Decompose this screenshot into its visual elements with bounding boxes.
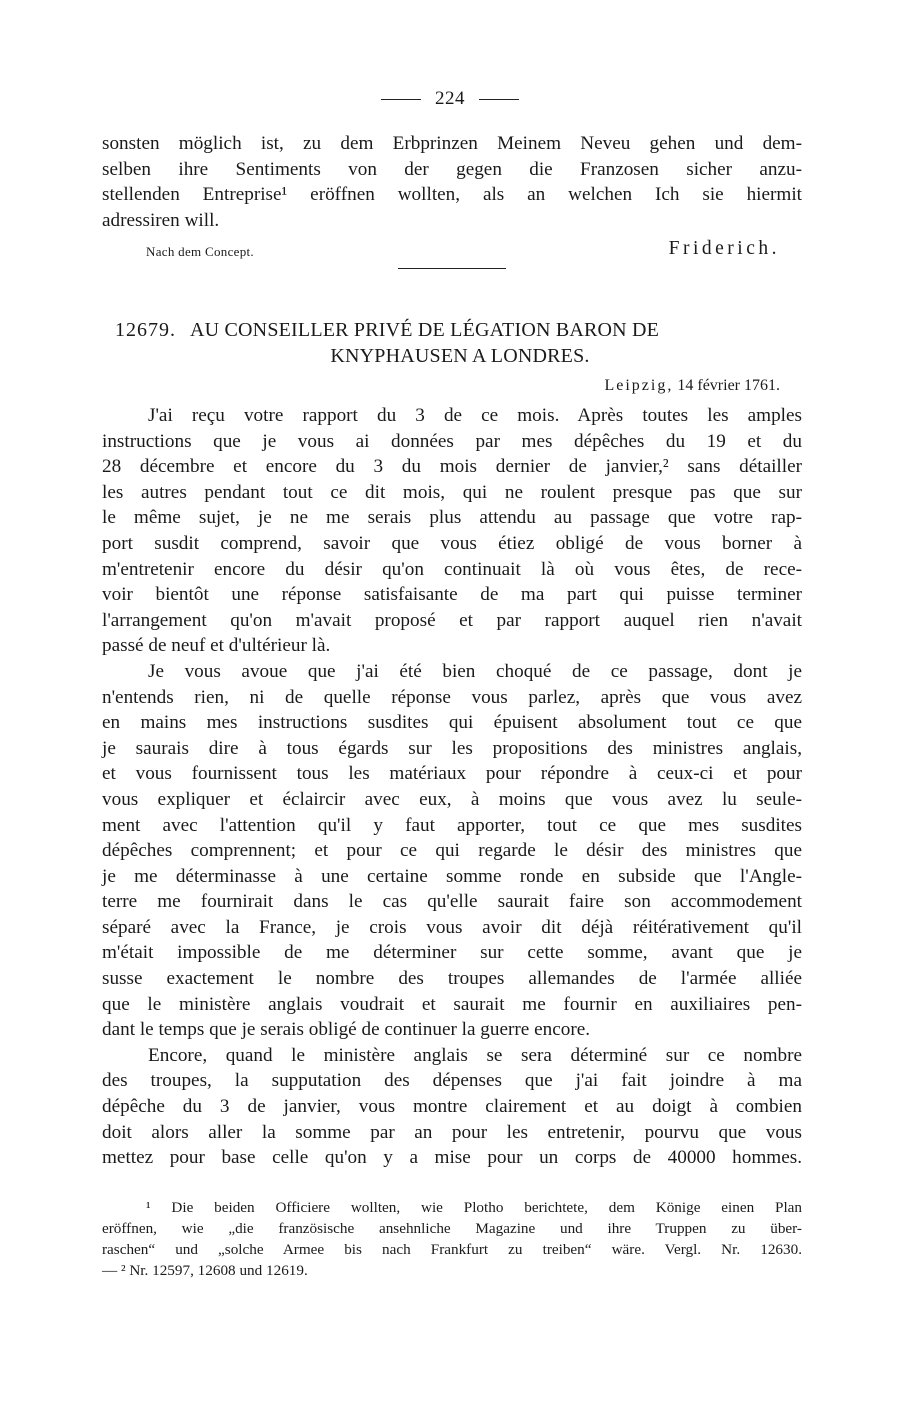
text-line: l'arrangement qu'on m'avait proposé et par rapport auquel rien n'avait xyxy=(102,609,802,631)
text-line: instructions que je vous ai données par mes dépêches du 19 et du xyxy=(102,430,802,452)
date: 14 février 1761. xyxy=(677,377,780,394)
closing-row xyxy=(146,238,780,266)
section-divider xyxy=(398,268,506,269)
date-place: Leipzig, xyxy=(604,377,674,394)
footnote-line: eröffnen, wie „die französische ansehnliche Magazine und ihre Truppen zu über- xyxy=(102,1220,802,1237)
text-line: Encore, quand le ministère anglais se sera déterminé sur ce nombre xyxy=(148,1044,802,1066)
text-line: m'entretenir encore du désir qu'on continuait là où vous êtes, de rece- xyxy=(102,558,802,580)
text-line: m'était impossible de me déterminer sur cette somme, avant que je xyxy=(102,942,802,964)
text-line: des troupes, la supputation des dépenses que j'ai fait joindre à ma xyxy=(102,1070,802,1092)
text-line: 28 décembre et encore du 3 du mois dernier de janvier,² sans détailler xyxy=(102,456,802,478)
text-line: les autres pendant tout ce dit mois, qui ne roulent presque pas que sur xyxy=(102,481,802,503)
text-line: stellenden Entreprise¹ eröffnen wollten, als an welchen Ich sie hiermit xyxy=(102,184,802,206)
text-line: n'entends rien, ni de quelle réponse vous parlez, après que vous avez xyxy=(102,686,802,708)
text-line: doit alors aller la somme par an pour les entretenir, pourvu que vous xyxy=(102,1121,802,1143)
letter-title-line-2: KNYPHAUSEN A LONDRES. xyxy=(330,345,590,367)
text-line: terre me fournirait dans le cas qu'elle saurait faire son accommodement xyxy=(102,891,802,913)
text-line: selben ihre Sentiments von der gegen die Franzosen sicher anzu- xyxy=(102,158,802,180)
text-line: et vous fournissent tous les matériaux pour répondre à ceux-ci et pour xyxy=(102,763,802,785)
text-line: J'ai reçu votre rapport du 3 de ce mois. Après toutes les amples xyxy=(148,405,802,426)
text-line: passé de neuf et d'ultérieur là. xyxy=(102,635,331,657)
heading-line-1 xyxy=(115,317,787,343)
footnote-line: raschen“ und „solche Armee bis nach Frankfurt zu treiben“ wäre. Vergl. Nr. 12630. xyxy=(102,1241,802,1258)
text-line: mettez pour base celle qu'on y a mise pour un corps de 40000 hommes. xyxy=(102,1147,802,1169)
text-line: sonsten möglich ist, zu dem Erbprinzen Meinem Neveu gehen und dem- xyxy=(102,133,802,154)
dateline xyxy=(604,377,780,395)
page-number: 224 xyxy=(435,88,465,109)
text-line: que le ministère anglais voudrait et saurait me fournir en auxiliaires pen- xyxy=(102,993,802,1015)
text-line: voir bientôt une réponse satisfaisante de ma part qui puisse terminer xyxy=(102,584,802,606)
source-note: Nach dem Concept. xyxy=(146,244,254,259)
footnote-line: — ² Nr. 12597, 12608 und 12619. xyxy=(102,1262,308,1279)
letter-heading xyxy=(115,317,787,369)
text-line: dépêches comprennent; et pour ce qui regarde le désir des ministres que xyxy=(102,840,802,862)
footnotes xyxy=(102,1197,802,1281)
letter-number: 12679. xyxy=(115,319,176,341)
paragraph xyxy=(102,659,802,1043)
text-line: susse exactement le nombre des troupes allemandes de l'armée alliée xyxy=(102,968,802,990)
footnote-line: ¹ Die beiden Officiere wollten, wie Plotho berichtete, dem Könige einen Plan xyxy=(146,1199,802,1216)
text-line: je saurais dire à tous égards sur les propositions des ministres anglais, xyxy=(102,737,802,759)
text-line: ment avec l'attention qu'il y faut apporter, tout ce que mes susdites xyxy=(102,814,802,836)
text-line: le même sujet, je ne me serais plus attendu au passage que votre rap- xyxy=(102,507,802,529)
header-dash-left xyxy=(381,99,421,100)
text-line: vous expliquer et éclaircir avec eux, à moins que vous avez lu seule- xyxy=(102,788,802,810)
text-line: Je vous avoue que j'ai été bien choqué de ce passage, dont je xyxy=(148,660,802,682)
paragraph xyxy=(102,403,802,659)
letter-title-line-1: AU CONSEILLER PRIVÉ DE LÉGATION BARON DE xyxy=(190,319,660,341)
paragraph xyxy=(102,1043,802,1171)
text-line: dépêche du 3 de janvier, vous montre clairement et au doigt à combien xyxy=(102,1096,802,1118)
text-line: adressiren will. xyxy=(102,209,220,231)
text-line: séparé avec la France, je crois vous avoir dit déjà réitérativement qu'il xyxy=(102,916,802,938)
text-line: dant le temps que je serais obligé de continuer la guerre encore. xyxy=(102,1019,591,1041)
page-header xyxy=(0,88,900,110)
header-dash-right xyxy=(479,99,519,100)
text-line: en mains mes instructions susdites qui épuisent absolument tout ce que xyxy=(102,712,802,734)
continuation-text xyxy=(102,131,802,233)
text-line: port susdit comprend, savoir que vous étiez obligé de vous borner à xyxy=(102,532,802,554)
text-line: je me déterminasse à une certaine somme ronde en subside que l'Angle- xyxy=(102,865,802,887)
letter-body xyxy=(102,403,802,1171)
signature: Friderich. xyxy=(668,238,780,259)
